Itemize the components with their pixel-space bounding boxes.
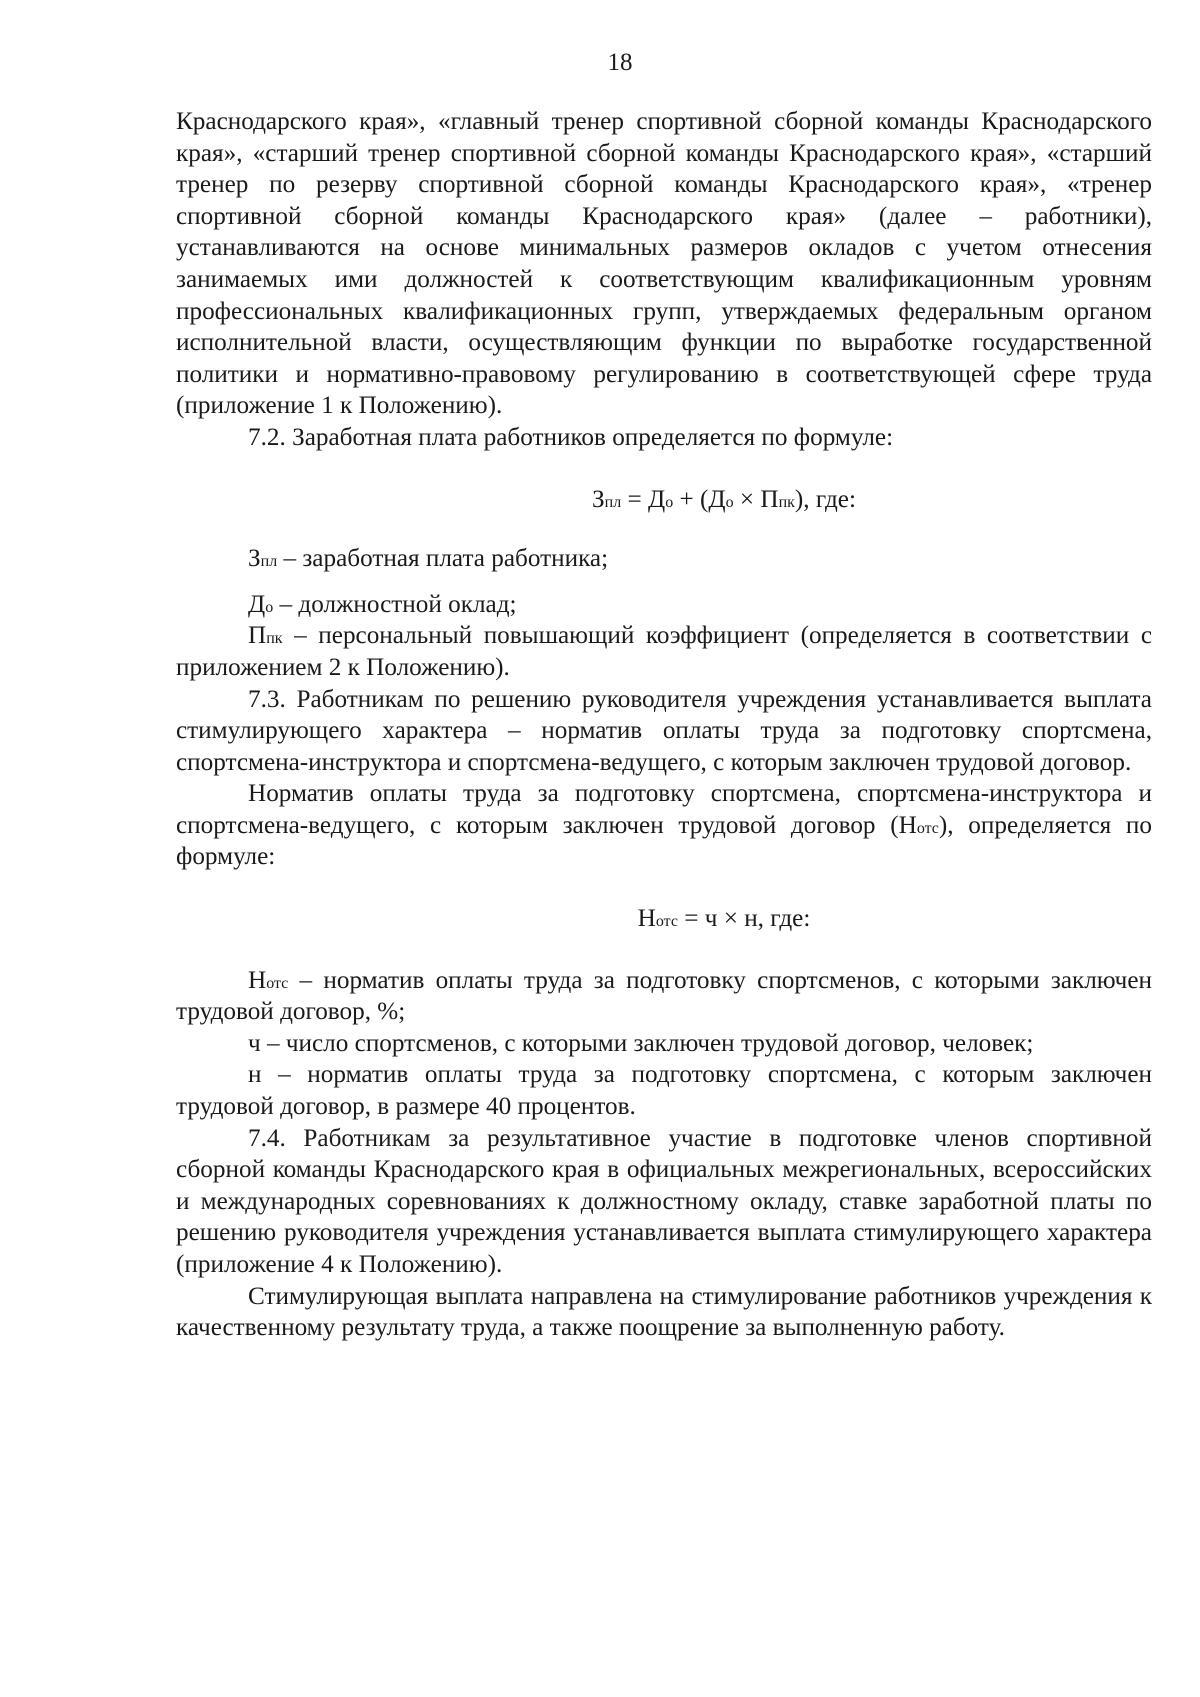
paragraph-norm-pre: Норматив оплаты труда за подготовку спортсмена, спортсмена-инструктора и спортсмена-ведущего, с которым заключен трудовой договор (Н — [176, 780, 1152, 839]
definition-zpl-text: – заработная плата работника; — [277, 545, 609, 573]
definition-notc — [176, 965, 1152, 1028]
paragraph-7-4: 7.4. Работникам за результативное участие в подготовке членов спортивной сборной команды Краснодарского края в официальных межрегиональных, всероссийских и международных соревнованиях к должностному окладу, ставке заработной платы по решению руководителя учреждения устанавливается выплата стимулирующего характера (приложение 4 к Положению). — [176, 1124, 1152, 1278]
page-number: 18 — [607, 49, 633, 76]
formula-salary-z: З — [592, 485, 605, 513]
definition-n: н – норматив оплаты труда за подготовку спортсмена, с которым заключен трудовой договор, в размере 40 процентов. — [176, 1061, 1152, 1121]
formula-norm — [176, 903, 1152, 935]
definition-ppk-sub: пк — [266, 630, 283, 648]
definition-do-sub: о — [265, 598, 274, 616]
formula-salary-end: ), где: — [794, 485, 856, 513]
formula-salary-p-sub: пк — [778, 493, 795, 511]
definition-do-text: – должностной оклад; — [273, 590, 517, 618]
definition-ppk — [176, 620, 1152, 683]
definition-zpl-sub: пл — [260, 553, 278, 571]
formula-salary-plus: + (Д — [673, 485, 726, 513]
formula-salary-z-sub: пл — [604, 493, 622, 511]
formula-salary-times: × П — [733, 485, 779, 513]
definition-notc-sub: отс — [266, 974, 289, 992]
definition-notc-symbol: Н — [248, 966, 267, 994]
document-body — [176, 106, 1152, 1344]
paragraph-7-2: 7.2. Заработная плата работников определяется по формуле: — [248, 423, 894, 451]
definition-ppk-symbol: П — [248, 622, 267, 650]
definition-zpl — [176, 543, 1152, 575]
definition-notc-text: – норматив оплаты труда за подготовку спортсменов, с которыми заключен трудовой договор, %; — [176, 966, 1152, 1026]
definition-do-symbol: Д — [248, 590, 266, 618]
paragraph-norm — [176, 778, 1152, 873]
formula-salary-d-sub-2: о — [725, 493, 734, 511]
formula-norm-n-sub: отс — [655, 913, 678, 931]
formula-salary — [176, 484, 1152, 516]
paragraph-stimulus: Стимулирующая выплата направлена на стимулирование работников учреждения к качественному результату труда, а также поощрение за выполненную работу. — [176, 1282, 1152, 1342]
definition-do — [176, 589, 1152, 621]
paragraph-7-3: 7.3. Работникам по решению руководителя учреждения устанавливается выплата стимулирующего характера – норматив оплаты труда за подготовку спортсмена, спортсмена-инструктора и спортсмена-ведущего, с которым заключен трудовой договор. — [176, 685, 1152, 776]
definition-ppk-text: – персональный повышающий коэффициент (определяется в соответствии с приложением 2 к Положению). — [176, 622, 1152, 681]
paragraph-norm-sub: отс — [916, 819, 939, 837]
formula-salary-d-sub: о — [665, 493, 674, 511]
formula-norm-n: Н — [637, 905, 656, 933]
paragraph-intro: Краснодарского края», «главный тренер спортивной сборной команды Краснодарского края», «старший тренер спортивной сборной команды Краснодарского края», «старший тренер по резерву спортивной сборной команды Краснодарского края», «тренер спортивной сборной команды Краснодарского края» (далее – работники), устанавливаются на основе минимальных размеров окладов с учетом отнесения занимаемых ими должностей к соответствующим квалификационным уровням профессиональных квалификационных групп, утверждаемых федеральным органом исполнительной власти, осуществляющим функции по выработке государственной политики и нормативно-правовому регулированию в соответствующей сфере труда (приложение 1 к Положению). — [176, 108, 1152, 420]
formula-norm-rest: = ч × н, где: — [677, 905, 811, 933]
definition-ch: ч – число спортсменов, с которыми заключен трудовой договор, человек; — [248, 1029, 1034, 1057]
formula-salary-eq: = Д — [621, 485, 666, 513]
definition-zpl-symbol: З — [248, 545, 261, 573]
spacer — [176, 575, 1152, 589]
paragraph-norm-post: ), определяется по формуле: — [176, 811, 1153, 871]
